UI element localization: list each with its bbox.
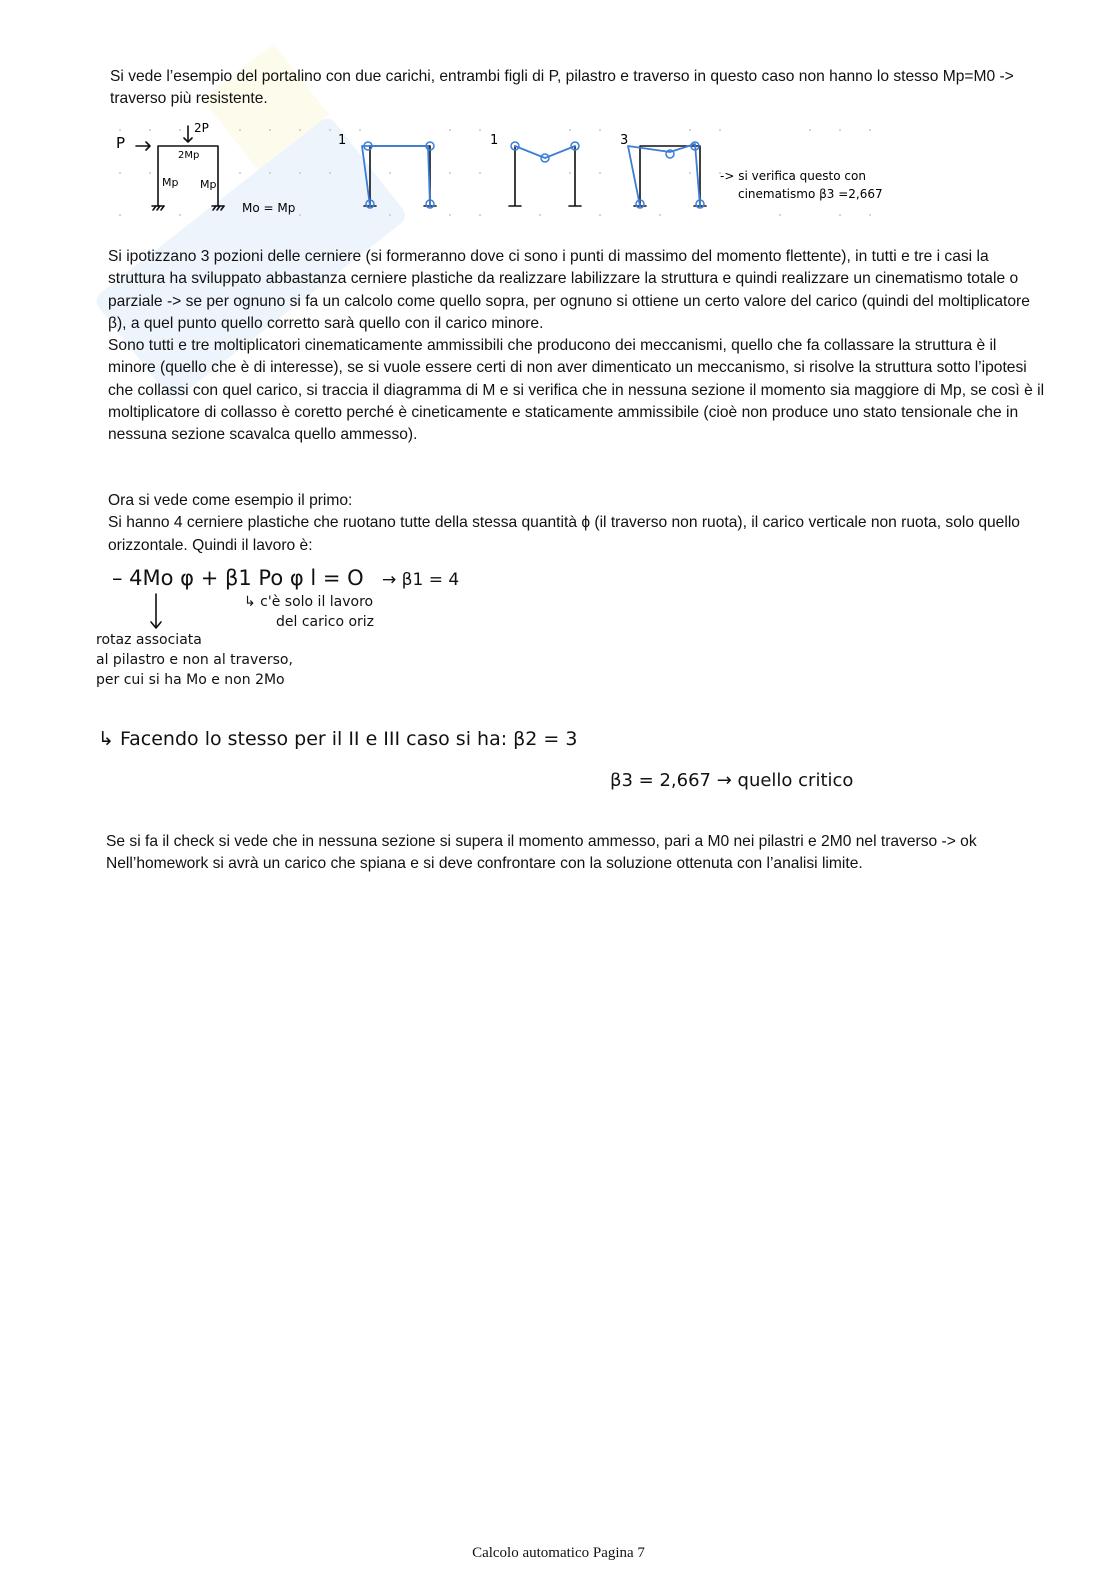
note-rotation-3: per cui si ha Mo e non 2Mo: [96, 672, 285, 688]
intro-line-2: traverso più resistente.: [110, 90, 268, 108]
note-rotation-1: rotaz associata: [96, 632, 202, 648]
hinges-paragraph: [108, 246, 1098, 447]
loaded-frame: [136, 126, 224, 210]
page-footer: Calcolo automatico Pagina 7: [472, 1545, 645, 1561]
load-2p-label: 2P: [194, 121, 209, 135]
col-right-moment-label: Mp: [200, 178, 217, 191]
case-3-note-line-2: cinematismo β3 =2,667: [738, 187, 883, 201]
mechanism-case-3: [628, 142, 706, 208]
check-paragraph: [106, 831, 1096, 876]
case-3-label: 3: [620, 133, 629, 148]
note-rotation-2: al pilastro e non al traverso,: [96, 652, 293, 668]
mechanism-case-2: [509, 142, 581, 206]
text-line: Si hanno 4 cerniere plastiche che ruotano tutte della stessa quantità ϕ (il traverso non ruota), il carico verticale non ruota, solo quello: [108, 514, 1020, 532]
case-2-label: 1: [490, 133, 499, 148]
text-line: nessuna sezione scavalca quello ammesso).: [108, 426, 418, 444]
portal-frames-figure: [110, 118, 900, 223]
work-equation: – 4Mo φ + β1 Po φ l = O: [112, 566, 364, 590]
case-3-note-line-1: -> si verifica questo con: [720, 169, 866, 183]
load-p-label: P: [116, 134, 126, 152]
text-line: minore (quello che è di interesse), se si vuole essere certi di non aver dimenticato un meccanismo, si risolve la struttura sotto l’ipotesi: [108, 359, 1027, 377]
beam-moment-label: 2Mp: [178, 150, 200, 161]
text-line: Se si fa il check si vede che in nessuna sezione si supera il momento ammesso, pari a M0 nei pilastri e 2M0 nel traverso -> ok: [106, 833, 977, 850]
beta3-result: β3 = 2,667 → quello critico: [610, 770, 854, 791]
relation-label: Mo = Mp: [242, 201, 296, 215]
intro-line-1: Si vede l’esempio del portalino con due carichi, entrambi figli di P, pilastro e traverso in questo caso non hanno lo stesso Mp=M0 ->: [110, 68, 1014, 85]
text-line: orizzontale. Quindi il lavoro è:: [108, 536, 313, 554]
text-line: parziale -> se per ognuno si fa un calcolo come quello sopra, per ognuno si ottiene un certo valore del carico (quindi del moltiplicatore: [108, 292, 1030, 310]
text-line: struttura ha sviluppato abbastanza cerniere plastiche da realizzare labilizzare la struttura e quindi realizzare un cinematismo totale o: [108, 270, 1019, 288]
col-left-moment-label: Mp: [162, 176, 179, 189]
note-horizontal-load-2: del carico oriz: [276, 614, 375, 630]
other-cases-line: ↳ Facendo lo stesso per il II e III caso si ha: β2 = 3: [98, 728, 578, 750]
text-line: moltiplicatore di collasso è coretto perché è cineticamente e staticamente ammissibile (cioè non produce uno stato tensionale che in: [108, 404, 1019, 422]
text-line: che collassi con quel carico, si traccia il diagramma di M e si verifica che in nessuna sezione il momento sia maggiore di Mp, se così è il: [108, 381, 1045, 399]
example-paragraph: [108, 490, 1098, 557]
beta1-result: → β1 = 4: [382, 570, 460, 590]
mechanism-case-1: [362, 142, 436, 208]
down-arrow-icon: [146, 592, 166, 632]
text-line: Sono tutti e tre moltiplicatori cinematicamente ammissibili che producono dei meccanismi, quello che fa collassare la struttura è il: [108, 337, 997, 355]
intro-paragraph: [110, 66, 1100, 111]
text-line: Ora si vede come esempio il primo:: [108, 492, 353, 509]
text-line: β), a quel punto quello corretto sarà quello con il carico minore.: [108, 314, 544, 332]
note-horizontal-load-1: ↳ c'è solo il lavoro: [244, 594, 374, 610]
case-1-label: 1: [338, 133, 347, 148]
text-line: Nell’homework si avrà un carico che spiana e si deve confrontare con la soluzione ottenuta con l’analisi limite.: [106, 855, 863, 873]
text-line: Si ipotizzano 3 pozioni delle cerniere (si formeranno dove ci sono i punti di massimo del momento flettente), in tutti e tre i casi la: [108, 248, 989, 265]
